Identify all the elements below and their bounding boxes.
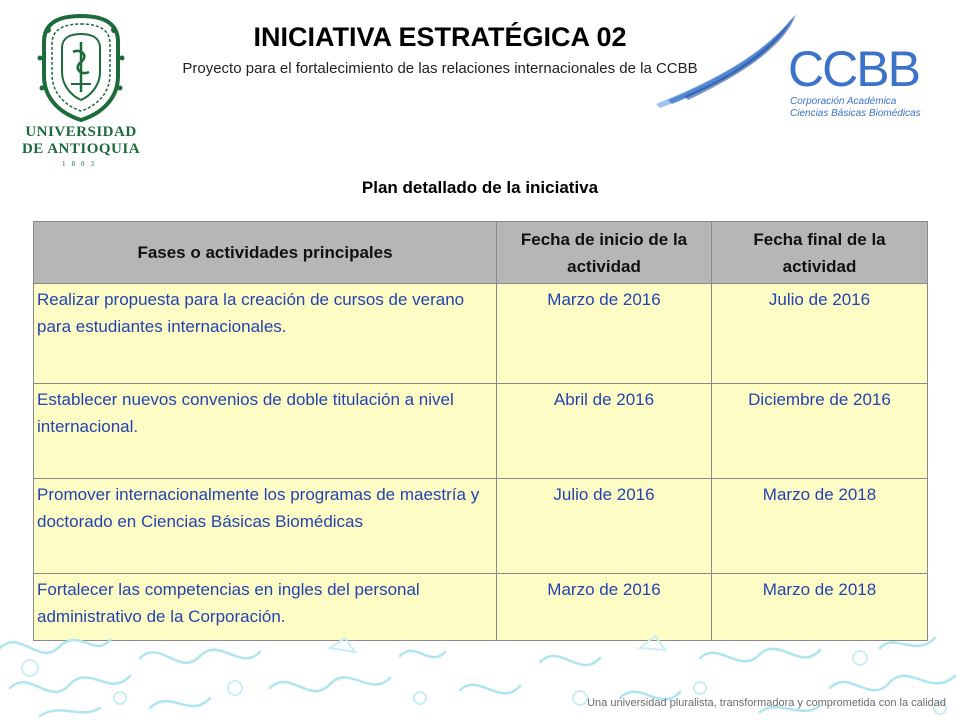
university-name-line1: UNIVERSIDAD xyxy=(25,124,137,140)
start-date-cell: Abril de 2016 xyxy=(497,384,712,479)
activity-cell: Promover internacionalmente los programas de maestría y doctorado en Ciencias Básicas Biomédicas xyxy=(34,479,497,574)
ccbb-wordmark: CCBB xyxy=(788,41,919,97)
ccbb-tagline-line1: Corporación Académica xyxy=(790,96,897,107)
ccbb-logo xyxy=(650,12,950,122)
university-logo xyxy=(18,12,144,172)
start-date-cell: Marzo de 2016 xyxy=(497,284,712,384)
activity-cell: Establecer nuevos convenios de doble titulación a nivel internacional. xyxy=(34,384,497,479)
plan-heading: Plan detallado de la iniciativa xyxy=(361,178,599,197)
university-founding-year: 1803 xyxy=(62,160,100,168)
end-date-cell: Julio de 2016 xyxy=(712,284,928,384)
footer-slogan: Una universidad pluralista, transformadora y comprometida con la calidad xyxy=(587,697,946,709)
table-header-row xyxy=(34,222,928,284)
table-row xyxy=(34,479,928,574)
column-header-start-date: Fecha de inicio de la actividad xyxy=(497,222,712,284)
table-row xyxy=(34,384,928,479)
activity-cell: Realizar propuesta para la creación de cursos de verano para estudiantes internacionales. xyxy=(34,284,497,384)
column-header-activity: Fases o actividades principales xyxy=(34,222,497,284)
university-seal-icon xyxy=(18,12,144,124)
ccbb-tagline-line2: Ciencias Básicas Biomédicas xyxy=(790,108,921,119)
end-date-cell: Diciembre de 2016 xyxy=(712,384,928,479)
column-header-end-date: Fecha final de la actividad xyxy=(712,222,928,284)
page-title: INICIATIVA ESTRATÉGICA 02 xyxy=(253,22,627,52)
plan-table xyxy=(33,221,928,641)
end-date-cell: Marzo de 2018 xyxy=(712,479,928,574)
start-date-cell: Marzo de 2016 xyxy=(497,574,712,641)
table-row xyxy=(34,284,928,384)
activity-cell: Fortalecer las competencias en ingles del personal administrativo de la Corporación. xyxy=(34,574,497,641)
page-subtitle: Proyecto para el fortalecimiento de las relaciones internacionales de la CCBB xyxy=(182,60,698,77)
end-date-cell: Marzo de 2018 xyxy=(712,574,928,641)
university-name-line2: DE ANTIOQUIA xyxy=(21,141,141,157)
start-date-cell: Julio de 2016 xyxy=(497,479,712,574)
